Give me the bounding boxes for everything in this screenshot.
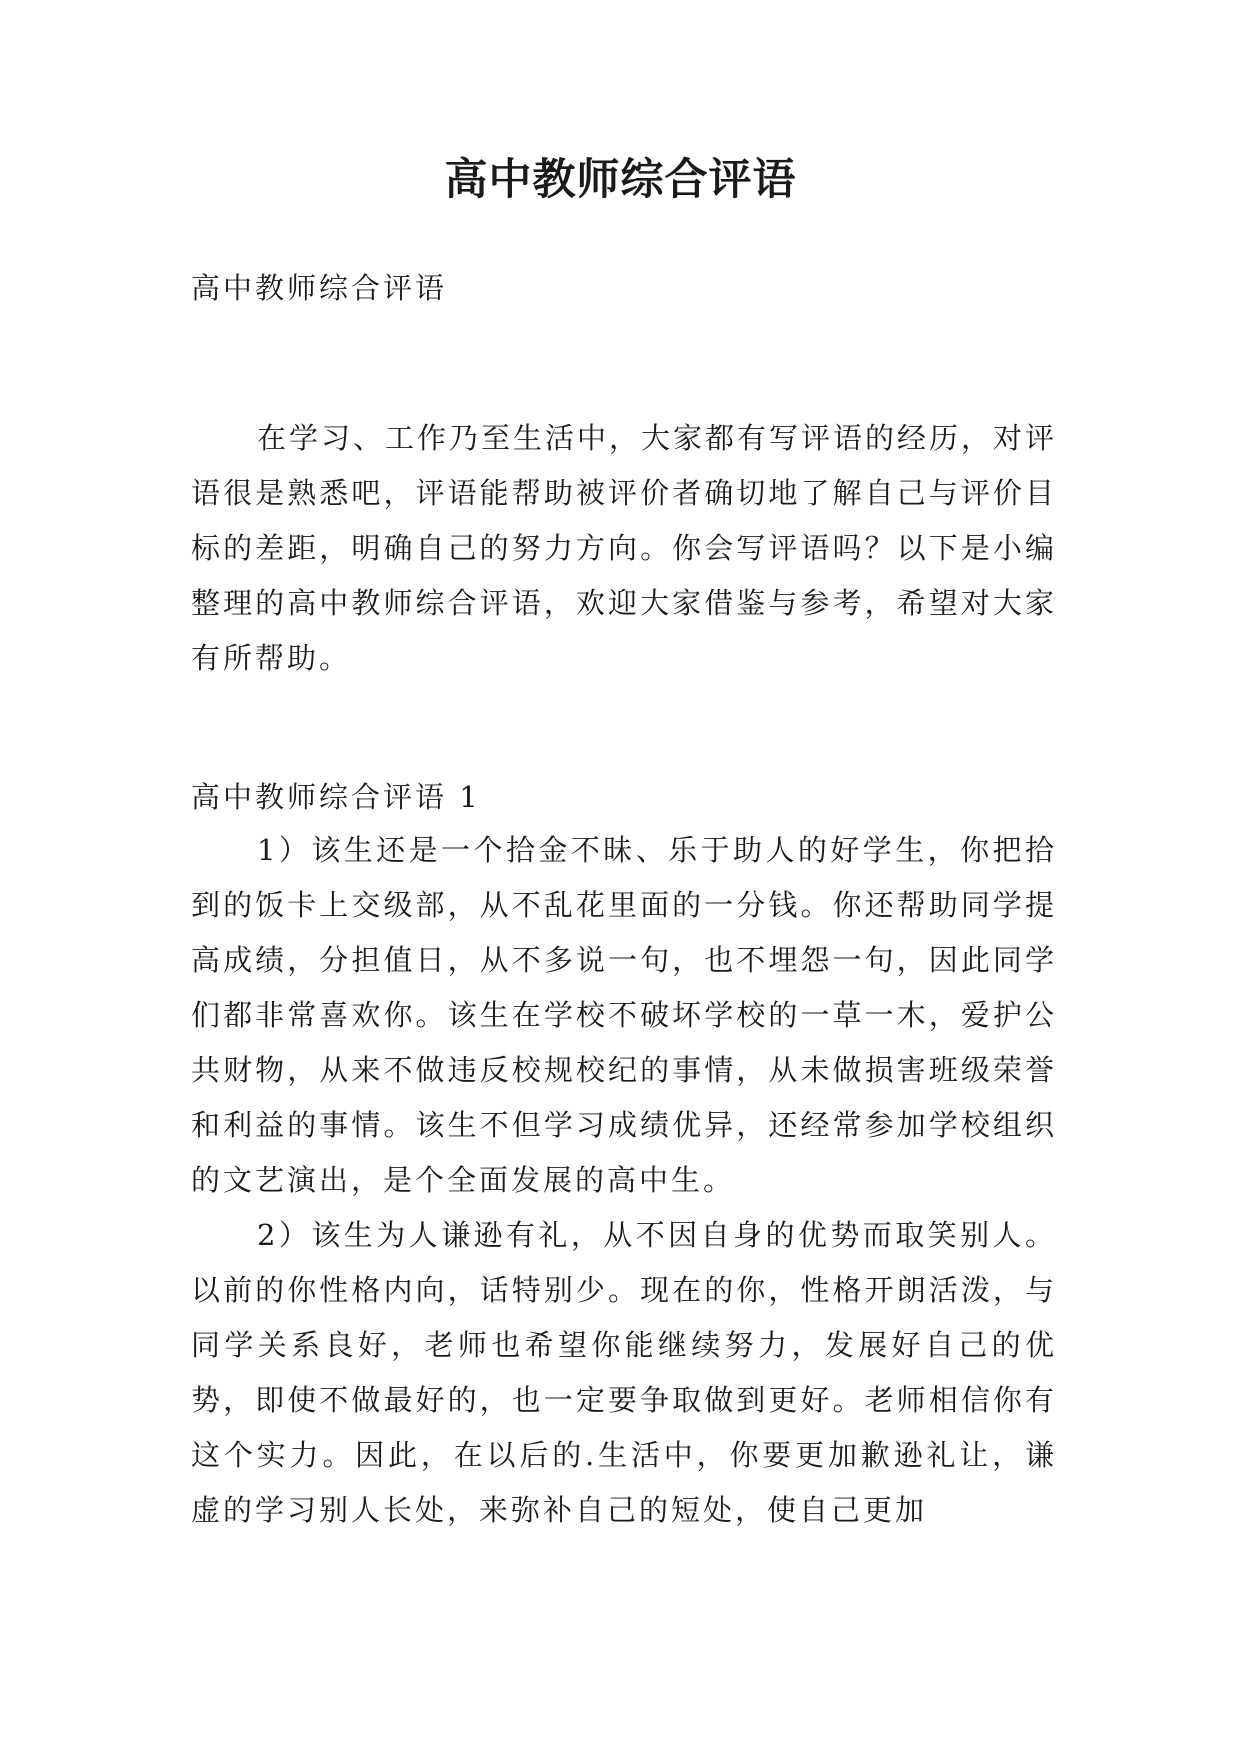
comment-item-1: 1）该生还是一个拾金不昧、乐于助人的好学生，你把拾到的饭卡上交级部，从不乱花里面的一分钱。你还帮助同学提高成绩，分担值日，从不多说一句，也不埋怨一句，因此同学们都非常喜欢你。该生在学校不破坏学校的一草一木，爱护公共财物，从来不做违反校规校纪的事情，从未做损害班级荣誉和利益的事情。该生不但学习成绩优异，还经常参加学校组织的文艺演出，是个全面发展的高中生。 <box>191 833 1057 1197</box>
intro-paragraph: 在学习、工作乃至生活中，大家都有写评语的经历，对评语很是熟悉吧，评语能帮助被评价者确切地了解自己与评价目标的差距，明确自己的努力方向。你会写评语吗？以下是小编整理的高中教师综合评语，欢迎大家借鉴与参考，希望对大家有所帮助。 <box>191 421 1058 675</box>
section-heading: 高中教师综合评语 1 <box>191 780 481 814</box>
comment-list <box>191 823 1057 1538</box>
document-body <box>191 271 1058 1527</box>
document-title: 高中教师综合评语 <box>444 155 797 205</box>
document-subtitle: 高中教师综合评语 <box>191 271 448 305</box>
comment-item-2: 2）该生为人谦逊有礼，从不因自身的优势而取笑别人。以前的你性格内向，话特别少。现在的你，性格开朗活泼，与同学关系良好，老师也希望你能继续努力，发展好自己的优势，即使不做最好的，也一定要争取做到更好。老师相信你有这个实力。因此，在以后的.生活中，你要更加歉逊礼让，谦虚的学习别人长处，来弥补自己的短处，使自己更加 <box>191 1218 1057 1527</box>
